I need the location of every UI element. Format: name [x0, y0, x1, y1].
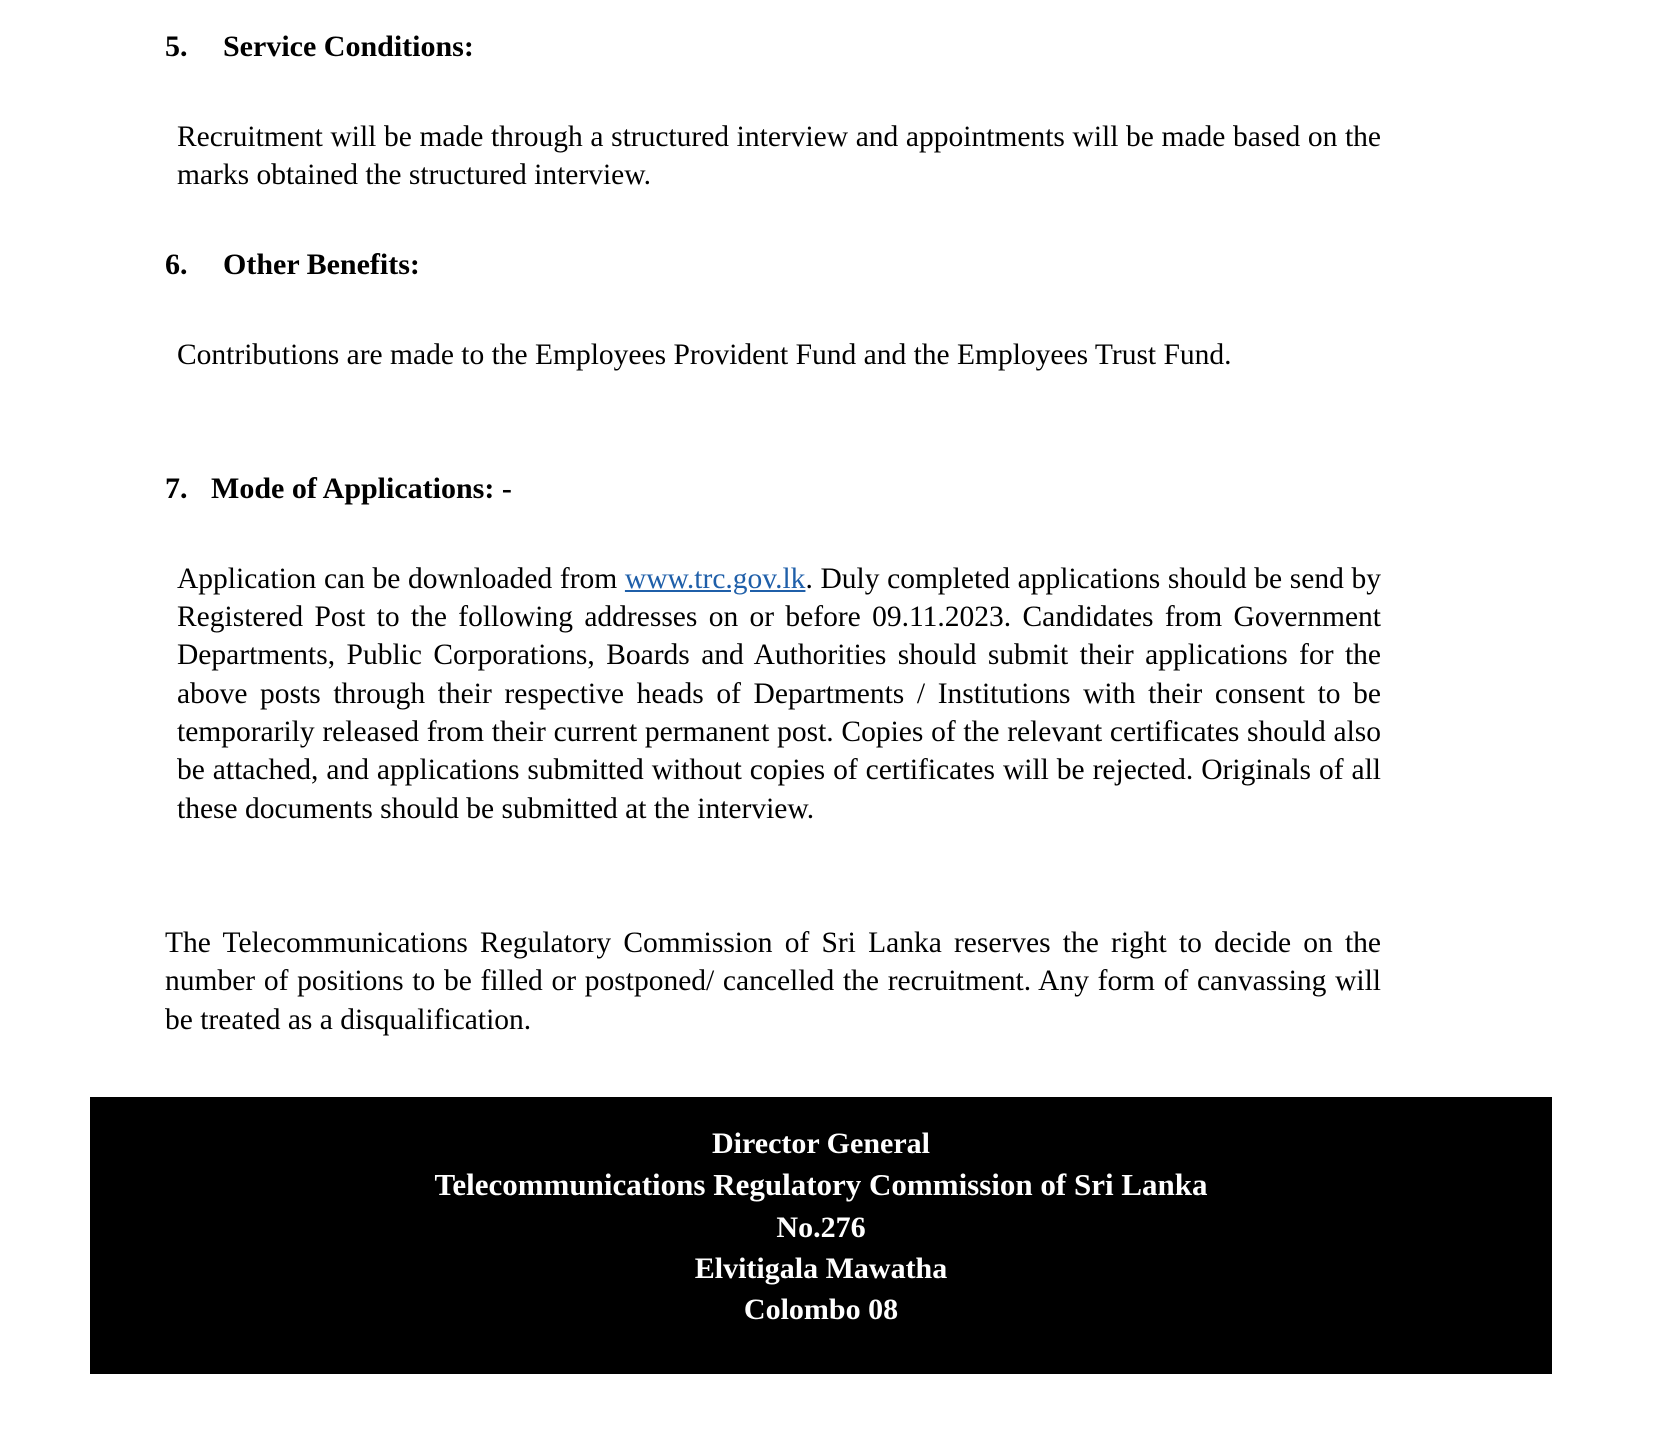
section-number: 5.	[165, 30, 188, 63]
spacer	[165, 374, 1381, 470]
paragraph-closing-notice: The Telecommunications Regulatory Commission of Sri Lanka reserves the right to decide on the number of positions to be filled or postponed/ cancelled the recruitment. Any form of canvassing will be treated as a disqualification.	[165, 926, 1381, 1036]
footer-line-street-number: No.276	[776, 1210, 866, 1244]
spacer	[165, 828, 1381, 924]
footer-line-street-name: Elvitigala Mawatha	[694, 1251, 948, 1285]
trc-website-link[interactable]: www.trc.gov.lk	[624, 562, 806, 595]
section-heading-mode-of-applications	[165, 470, 1381, 508]
section-heading-service-conditions	[165, 28, 1381, 66]
signature-footer-block	[90, 1097, 1552, 1374]
paragraph-service-conditions: Recruitment will be made through a structured interview and appointments will be made based on the marks obtained the structured interview.	[177, 120, 1381, 191]
paragraph-text-after-link: . Duly completed applications should be send by Registered Post to the following addresses on or before 09.11.2023. Candidates from Government Departments, Public Corporations, Boards and Authorities should submit their applications for the above posts through their respective heads of Departments / Institutions with their consent to be temporarily released from their current permanent post. Copies of the relevant certificates should also be attached, and applications submitted without copies of certificates will be rejected. Originals of all these documents should be submitted at the interview.	[177, 562, 1381, 825]
spacer	[165, 66, 1381, 118]
spacer	[165, 508, 1381, 560]
section-heading-other-benefits	[165, 246, 1381, 284]
footer-line-director-general: Director General	[712, 1127, 930, 1160]
paragraph-mode-of-applications	[165, 560, 1381, 828]
footer-line-organisation: Telecommunications Regulatory Commission of Sri Lanka	[434, 1167, 1208, 1203]
spacer	[165, 284, 1381, 336]
section-title: Service Conditions	[223, 30, 464, 63]
section-title: Other Benefits:	[223, 248, 420, 282]
section-number: 6.	[165, 248, 188, 282]
footer-line-city: Colombo 08	[743, 1292, 899, 1326]
paragraph-other-benefits: Contributions are made to the Employees Provident Fund and the Employees Trust Fund.	[177, 338, 1232, 371]
section-title-suffix: :	[463, 30, 474, 63]
section-number: 7.	[165, 472, 188, 506]
paragraph-text-before-link: Application can be downloaded from	[177, 562, 625, 595]
spacer	[165, 194, 1381, 246]
document-body	[165, 28, 1381, 1039]
section-title: Mode of Applications: -	[211, 472, 512, 506]
